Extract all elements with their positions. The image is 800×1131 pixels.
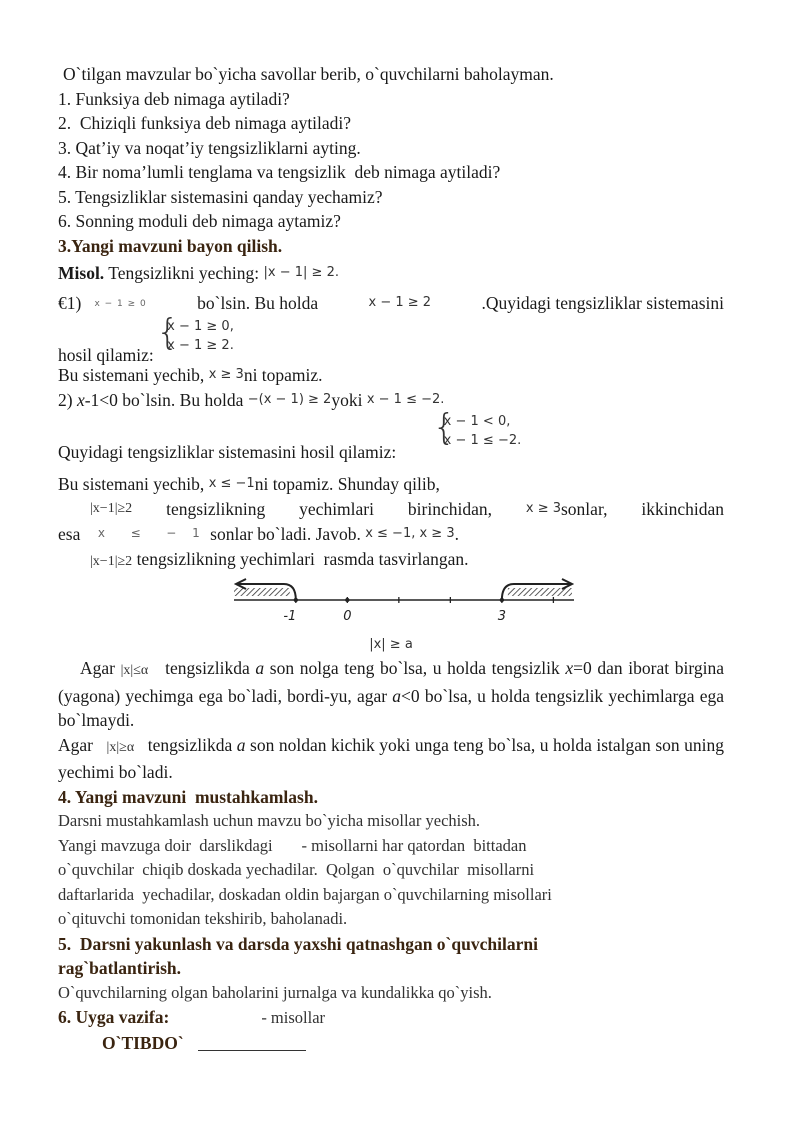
result-word-2: yechimlari (299, 498, 374, 519)
point-label: -1 (283, 609, 297, 624)
solve-2-text: Bu sistemani yechib, (58, 474, 209, 494)
case-2-line (58, 388, 724, 413)
case-1-formula: x − 1 ≥ 2 (368, 295, 432, 310)
agar-2-start: Agar (58, 734, 98, 755)
case-1-end: .Quyidagi tengsizliklar sistemasini (481, 293, 724, 313)
esa-formula: x ≤ − 1 (97, 526, 206, 540)
agar-2-formula: |x|≥α (106, 739, 135, 755)
question-2: 2. Chiziqli funksiya deb nimaga aytiladi? (58, 113, 352, 133)
agar-1-x: x (565, 658, 574, 678)
case-1-mark: €1) (58, 293, 82, 313)
left-ray-hatch (234, 588, 290, 596)
picture-text: tengsizlikning yechimlari rasmda tasvirlangan. (132, 548, 469, 569)
misol-line (58, 258, 724, 288)
hosil-line (58, 312, 724, 365)
section-4-title: 4. Yangi mavzuni mustahkamlash. (58, 786, 318, 807)
misol-label: Misol. (58, 263, 105, 283)
solve-2-end: ni topamiz. Shunday qilib, (254, 474, 440, 494)
agar-2-var: a (236, 734, 246, 755)
section-4-line-5: o`qituvchi tomonidan tekshirib, baholanadi. (58, 909, 348, 928)
system-1-a: x − 1 ≥ 0, (167, 319, 234, 334)
point-marker (345, 598, 349, 602)
solve-1-line (58, 363, 724, 388)
footer-line (58, 1031, 724, 1056)
case-2-text: -1<0 bo`lsin. Bu holda (84, 389, 248, 410)
system-2-a: x − 1 < 0, (443, 414, 511, 429)
agar-1-text-c: son nolga teng bo`lsa, u holda tengsizlik (264, 658, 566, 678)
section-4-line-4: daftarlarida yechadilar, doskadan oldin bajargan o`quvchilarning misollari (58, 884, 552, 904)
agar-1-text-b: tengsizlikda (159, 658, 256, 678)
brace-icon: { (432, 407, 456, 448)
case-2-mark: 2) (58, 389, 77, 410)
picture-formula: |x−1|≥2 (90, 553, 133, 569)
misol-formula: |x − 1| ≥ 2. (263, 265, 339, 280)
solve-1-text: Bu sistemani yechib, (58, 365, 209, 385)
agar-1-text-d: =0 dan iborat birgina (yagona) yechimga ega bo`ladi, bordi-yu, agar (58, 658, 725, 706)
signature-blank (198, 1032, 306, 1051)
point-marker (294, 598, 298, 602)
case-2-x: x (76, 389, 85, 410)
system-2 (432, 407, 522, 450)
agar-2-text-c: son noldan kichik yoki unga teng bo`lsa, u holda istalgan son uning yechimi bo`ladi. (58, 734, 725, 782)
result-formula: |x−1|≥2 (90, 500, 133, 516)
agar-1-var: a (255, 658, 265, 678)
agar-1-var-2: a (392, 685, 402, 706)
question-6: 6. Sonning moduli deb nimaga aytamiz? (58, 211, 341, 231)
section-4-line-1: Darsni mustahkamlash uchun mavzu bo`yicha misollar yechish. (58, 811, 481, 830)
figure-caption: |x| ≥ a (369, 637, 413, 652)
case-1-mid: bo`lsin. Bu holda (197, 293, 319, 313)
number-line (58, 574, 724, 640)
section-6-text: - misollar (261, 1008, 326, 1027)
agar-1-start: Agar (80, 658, 121, 678)
point-label: 3 (497, 609, 507, 624)
case-2-yoki: yoki (331, 389, 367, 410)
agar-1-text-e: <0 bo`lsa, u holda tengsizlik yechimlarga ega bo`lmaydi. (58, 685, 724, 730)
solve-1-end: ni topamiz. (243, 365, 323, 385)
section-5-title-a: 5. Darsni yakunlash va darsda yaxshi qatnashgan o`quvchilarni (58, 933, 538, 954)
esa-text: esa (58, 524, 81, 544)
question-5: 5. Tengsizliklar sistemasini qanday yechamiz? (58, 186, 383, 207)
result-word-3: birinchidan, (407, 498, 492, 519)
agar-2-paragraph (58, 733, 724, 785)
section-3-title: 3.Yangi mavzuni bayon qilish. (58, 235, 283, 256)
picture-line (58, 547, 724, 575)
section-6-line (58, 1005, 724, 1031)
esa-rest: sonlar bo`ladi. Javob. (205, 524, 366, 544)
number-line-figure (234, 574, 574, 638)
intro-text: O`tilgan mavzular bo`yicha savollar berib, o`quvchilarni baholayman. (63, 64, 554, 84)
agar-1-paragraph (58, 656, 724, 733)
point-marker (500, 598, 504, 602)
misol-text: Tengsizlikni yeching: (104, 263, 264, 283)
result-formula-2: x ≥ 3 (525, 500, 561, 516)
question-1: 1. Funksiya deb nimaga aytiladi? (58, 88, 290, 109)
system-1 (156, 312, 234, 355)
result-line (58, 497, 724, 522)
section-4-line-2: Yangi mavzuga doir darslikdagi - misollarni har qatordan bittadan (58, 835, 527, 855)
system-2-b: x − 1 ≤ −2. (443, 433, 522, 448)
agar-1-formula: |x|≤α (120, 663, 149, 678)
section-5-text: O`quvchilarning olgan baholarini jurnalga va kundalikka qo`yish. (58, 982, 492, 1002)
system-2-text: Quyidagi tengsizliklar sistemasini hosil qilamiz: (58, 442, 397, 462)
system-2-line (58, 407, 724, 472)
case-2-formula: −(x − 1) ≥ 2 (247, 391, 332, 407)
system-1-b: x − 1 ≥ 2. (167, 338, 234, 353)
agar-2-text-b: tengsizlikda (143, 734, 237, 755)
esa-line (58, 521, 724, 547)
document-page (58, 62, 724, 1055)
question-3: 3. Qat’iy va noqat’iy tengsizliklarni ayting. (58, 137, 361, 158)
hosil-text: hosil qilamiz: (58, 345, 154, 365)
point-label: 0 (343, 609, 352, 624)
case-2-formula-2: x − 1 ≤ −2. (366, 391, 445, 407)
section-5-title-b: rag`batlantirish. (58, 958, 181, 978)
case-1-left (58, 288, 147, 319)
section-4-line-3: o`quvchilar chiqib doskada yechadilar. Qolgan o`quvchilar misollarni (58, 860, 535, 879)
case-1-condition: x − 1 ≥ 0 (94, 299, 147, 309)
question-4: 4. Bir noma’lumli tenglama va tengsizlik deb nimaga aytiladi? (58, 162, 501, 182)
solve-1-formula: x ≥ 3 (208, 367, 244, 382)
javob-formula: x ≤ −1, x ≥ 3 (365, 526, 455, 541)
result-mixed (526, 497, 608, 522)
brace-icon: { (156, 312, 180, 353)
solve-2-line (58, 472, 724, 497)
section-6-title: 6. Uyga vazifa: (58, 1007, 170, 1027)
result-word-1: tengsizlikning (166, 498, 266, 519)
solve-2-formula: x ≤ −1 (208, 476, 255, 491)
result-word-4: sonlar, (561, 498, 608, 519)
javob-end: . (454, 524, 459, 544)
result-word-5: ikkinchidan (641, 498, 724, 519)
footer-label: O`TIBDO` (102, 1032, 184, 1053)
